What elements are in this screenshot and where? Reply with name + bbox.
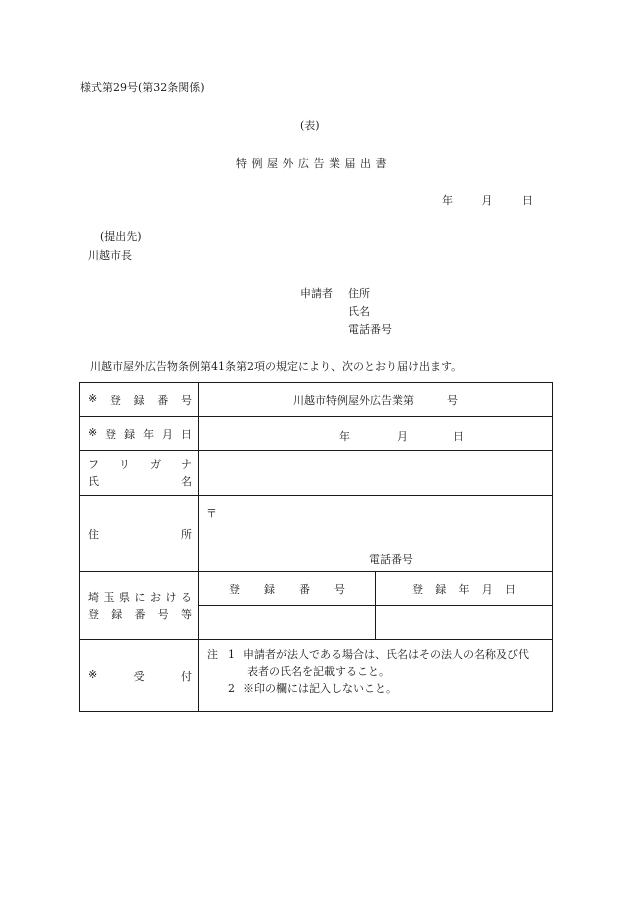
submission-date [442, 195, 533, 206]
reg-date-day: 日 [453, 429, 464, 443]
label-char: 名 [181, 475, 192, 488]
name-field[interactable] [199, 451, 553, 496]
row-registration-number [80, 383, 553, 417]
label-char: 所 [181, 527, 192, 541]
label-char: 登 [229, 582, 240, 596]
label-char: リ [119, 458, 130, 471]
label-char: 県 [119, 590, 130, 604]
label-char: に [134, 590, 146, 604]
label-char: 番 [134, 607, 146, 621]
saitama-reg-number-field[interactable] [199, 606, 376, 640]
label-char: 月 [481, 582, 493, 596]
row-registration-date [80, 417, 553, 451]
registration-number-text: 川越市特例屋外広告業第 号 [293, 393, 458, 407]
receipt-label [80, 640, 199, 712]
saitama-reg-number-header [199, 572, 376, 606]
name-label-text [88, 473, 198, 490]
label-char: る [181, 590, 192, 604]
postal-mark: 〒 [206, 507, 217, 520]
label-char: 号 [334, 582, 345, 596]
address-field[interactable] [199, 496, 553, 572]
label-char: 登 [412, 582, 423, 596]
label-char: 号 [180, 393, 192, 407]
note-1-line-1: 申請者が法人である場合は、氏名はその法人の名称及び代 [243, 648, 529, 661]
reg-date-year: 年 [339, 429, 350, 443]
saitama-reg-date-header [376, 572, 553, 606]
label-char: フ [88, 458, 99, 471]
intro-statement: 川越市屋外広告物条例第41条第2項の規定により、次のとおり届け出ます。 [90, 360, 463, 373]
label-char: ガ [150, 458, 161, 471]
label-char: 玉 [103, 590, 115, 604]
recipient-label: (提出先) [100, 230, 142, 243]
label-char: ※ [88, 667, 98, 681]
registration-number-label [80, 383, 199, 417]
applicant-name-label: 氏名 [348, 305, 370, 318]
label-char: 録 [111, 607, 123, 621]
label-char: 登 [105, 427, 117, 441]
row-saitama-header [80, 572, 553, 606]
note-prefix: 注 [207, 648, 218, 661]
note-1 [207, 646, 546, 663]
applicant-address-label: 住所 [348, 287, 370, 300]
label-char: 年 [458, 582, 470, 596]
label-char: ※ [88, 425, 98, 439]
furigana-label [88, 456, 198, 473]
label-char: ※ [88, 391, 98, 405]
label-char: 号 [157, 607, 169, 621]
date-month: 月 [481, 194, 493, 207]
label-char: お [150, 590, 161, 604]
form-number: 様式第29号(第32条関係) [80, 81, 205, 94]
address-label [80, 496, 199, 572]
registration-form-table [79, 382, 553, 712]
label-char: 埼 [88, 590, 99, 604]
row-address [80, 496, 553, 572]
row-name [80, 451, 553, 496]
saitama-reg-date-field[interactable] [376, 606, 553, 640]
label-char: 番 [299, 582, 310, 596]
label-char: 登 [88, 607, 99, 621]
note-2 [207, 680, 546, 697]
applicant-phone-label: 電話番号 [348, 323, 392, 336]
label-char: ナ [181, 458, 192, 471]
date-year: 年 [442, 194, 453, 207]
label-char: 番 [157, 393, 169, 407]
label-char: 等 [181, 607, 192, 621]
label-char: 付 [181, 669, 192, 683]
label-char: 年 [143, 427, 155, 441]
recipient-name: 川越市長 [88, 249, 132, 262]
document-title: 特例屋外広告業届出書 [236, 157, 391, 170]
registration-date-label [80, 417, 199, 451]
label-char: 日 [505, 582, 516, 596]
address-phone-label: 電話番号 [369, 553, 413, 566]
label-char: け [165, 590, 177, 604]
registration-date-field[interactable] [199, 417, 553, 451]
saitama-registration-label [80, 572, 199, 640]
label-char: 録 [133, 393, 145, 407]
label-char: 録 [435, 582, 447, 596]
label-char: 登 [109, 393, 121, 407]
label-char: 月 [162, 427, 174, 441]
note-2-number: 2 [228, 682, 235, 695]
date-day: 日 [522, 194, 533, 207]
label-char: 受 [133, 669, 145, 683]
notes [199, 640, 553, 712]
note-1-line-2: 表者の氏名を記載すること。 [247, 665, 390, 678]
note-1-number: 1 [228, 648, 235, 661]
applicant-label: 申請者 [300, 287, 333, 300]
reg-date-month: 月 [397, 429, 408, 443]
label-char: 氏 [88, 475, 99, 488]
label-char: 録 [124, 427, 136, 441]
registration-number-field[interactable] [199, 383, 553, 417]
row-receipt [80, 640, 553, 712]
note-1-continued [207, 663, 546, 680]
label-char: 日 [180, 427, 192, 441]
name-label [80, 451, 199, 496]
label-char: 録 [264, 582, 275, 596]
label-char: 住 [88, 527, 99, 541]
side-indicator: (表) [300, 119, 320, 132]
note-2-text: ※印の欄には記入しないこと。 [243, 682, 397, 695]
